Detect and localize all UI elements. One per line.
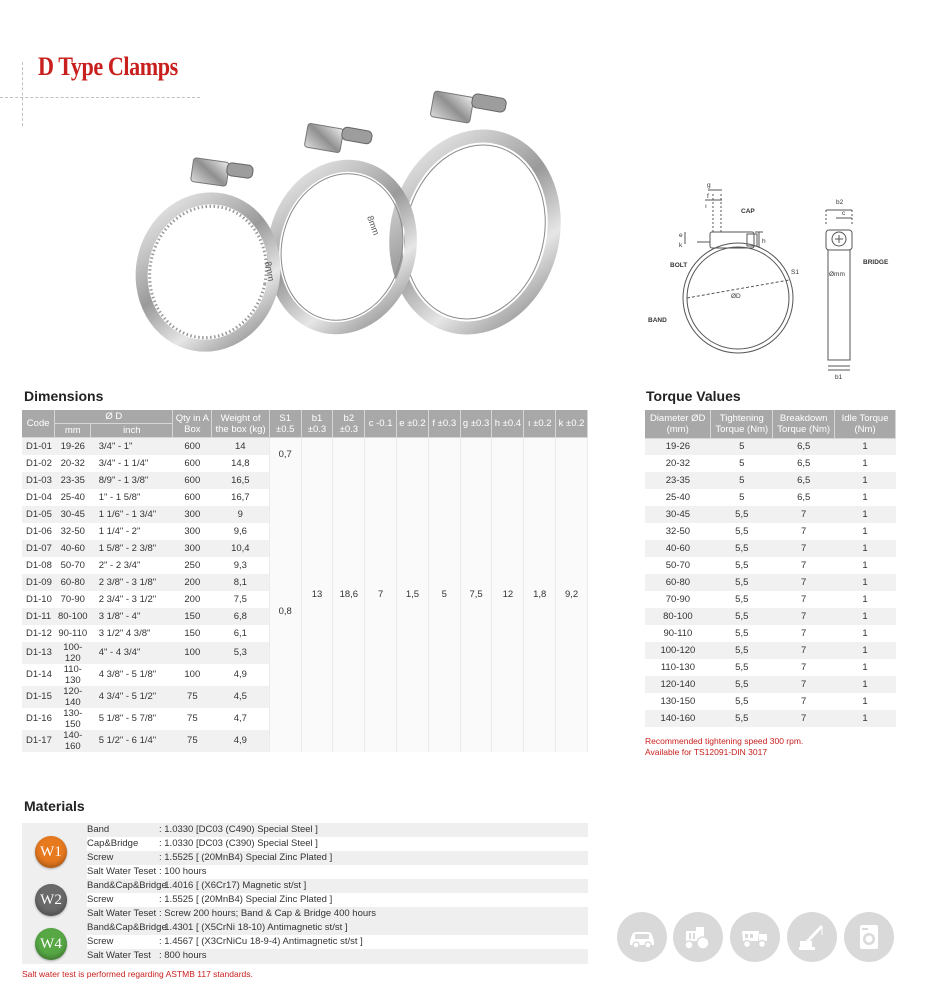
cell-h: 12 xyxy=(492,438,524,752)
cell-code: D1-03 xyxy=(22,472,55,489)
cell-torque-i: 1 xyxy=(835,608,896,625)
cell-weight: 6,1 xyxy=(212,625,269,642)
torque-notes xyxy=(645,736,803,758)
cell-code: D1-10 xyxy=(22,591,55,608)
dump-truck-icon xyxy=(730,912,780,962)
cell-weight: 10,4 xyxy=(212,540,269,557)
col-od: Ø D xyxy=(55,410,173,424)
cell-mm: 60-80 xyxy=(55,574,91,591)
cell-torque-b: 6,5 xyxy=(773,472,835,489)
material-badge-w4: W4 xyxy=(35,928,67,960)
cell-qty: 150 xyxy=(173,608,212,625)
cell-qty: 300 xyxy=(173,523,212,540)
material-value: : 1.0330 [DC03 (C490) Special Steel ] xyxy=(159,824,318,835)
material-value: : 1.5525 [ (20MnB4) Special Zinc Plated ] xyxy=(159,852,333,863)
material-value: : 1.4016 [ (X6Cr17) Magnetic st/st ] xyxy=(159,880,307,891)
cell-torque-b: 7 xyxy=(773,676,835,693)
cell-weight: 14 xyxy=(212,438,269,455)
cell-torque-t: 5,5 xyxy=(711,710,773,727)
material-key: Screw xyxy=(87,852,114,863)
cell-qty: 200 xyxy=(173,574,212,591)
cell-torque-t: 5,5 xyxy=(711,540,773,557)
cell-g: 7,5 xyxy=(460,438,492,752)
cell-torque-d: 19-26 xyxy=(645,438,711,455)
material-value: : 100 hours xyxy=(159,866,207,877)
cell-inch: 5 1/8" - 5 7/8" xyxy=(91,708,173,730)
cell-torque-b: 7 xyxy=(773,557,835,574)
torque-row xyxy=(645,710,896,727)
material-row-w1 xyxy=(87,837,588,851)
material-value: : 800 hours xyxy=(159,950,207,961)
dimensions-row xyxy=(22,438,588,455)
diagram-label-omm: Ømm xyxy=(829,271,845,278)
cell-torque-d: 50-70 xyxy=(645,557,711,574)
cell-torque-d: 80-100 xyxy=(645,608,711,625)
cell-mm: 32-50 xyxy=(55,523,91,540)
title-divider-vertical xyxy=(22,62,23,126)
diagram-label-cap: CAP xyxy=(741,208,755,215)
cell-weight: 9 xyxy=(212,506,269,523)
cell-s1: 0,8 xyxy=(269,472,301,752)
cell-code: D1-01 xyxy=(22,438,55,455)
diagram-label-bolt: BOLT xyxy=(670,262,688,269)
material-key: Screw xyxy=(87,936,114,947)
cell-inch: 1 1/6" - 1 3/4" xyxy=(91,506,173,523)
material-value: : 1.4301 [ (X5CrNi 18-10) Antimagnetic st/st ] xyxy=(159,922,348,933)
diagram-label-od: ØD xyxy=(731,293,741,300)
cell-code: D1-12 xyxy=(22,625,55,642)
cell-inch: 1" - 1 5/8" xyxy=(91,489,173,506)
cell-code: D1-04 xyxy=(22,489,55,506)
cell-torque-b: 6,5 xyxy=(773,438,835,455)
page-title: D Type Clamps xyxy=(38,52,178,81)
cell-torque-i: 1 xyxy=(835,506,896,523)
technical-diagram xyxy=(645,170,895,385)
diagram-label-k: k xyxy=(679,242,683,249)
cell-weight: 8,1 xyxy=(212,574,269,591)
cell-torque-t: 5,5 xyxy=(711,557,773,574)
diagram-label-f: f xyxy=(707,193,709,200)
cell-torque-i: 1 xyxy=(835,693,896,710)
diagram-label-band: BAND xyxy=(648,317,667,324)
cell-mm: 25-40 xyxy=(55,489,91,506)
col-h: h ±0.4 xyxy=(492,410,524,438)
cell-code: D1-08 xyxy=(22,557,55,574)
torque-row xyxy=(645,523,896,540)
col-weight: Weight of the box (kg) xyxy=(212,410,269,438)
washing-machine-icon xyxy=(844,912,894,962)
cell-c: 7 xyxy=(365,438,397,752)
cell-torque-t: 5,5 xyxy=(711,676,773,693)
cell-torque-b: 6,5 xyxy=(773,489,835,506)
torque-row xyxy=(645,574,896,591)
cell-b1: 13 xyxy=(301,438,333,752)
torque-row xyxy=(645,489,896,506)
cell-inch: 5 1/2" - 6 1/4" xyxy=(91,730,173,752)
diagram-label-c: c xyxy=(842,210,846,217)
cell-mm: 110-130 xyxy=(55,664,91,686)
cell-i: 1,8 xyxy=(524,438,556,752)
cell-code: D1-05 xyxy=(22,506,55,523)
diagram-label-s1: S1 xyxy=(791,269,799,276)
material-key: Band&Cap&Bridge xyxy=(87,880,167,891)
col-breakdown: Breakdown Torque (Nm) xyxy=(773,410,835,438)
cell-inch: 4" - 4 3/4" xyxy=(91,642,173,664)
col-idle: Idle Torque (Nm) xyxy=(835,410,896,438)
cell-code: D1-15 xyxy=(22,686,55,708)
diagram-label-g: g xyxy=(707,182,711,189)
cell-inch: 1 5/8" - 2 3/8" xyxy=(91,540,173,557)
diagram-label-b2: b2 xyxy=(836,199,844,206)
cell-qty: 100 xyxy=(173,664,212,686)
cell-qty: 100 xyxy=(173,642,212,664)
cell-code: D1-13 xyxy=(22,642,55,664)
torque-heading: Torque Values xyxy=(646,388,741,404)
cell-qty: 600 xyxy=(173,472,212,489)
col-b2: b2 ±0.3 xyxy=(333,410,365,438)
col-diameter: Diameter ØD (mm) xyxy=(645,410,711,438)
cell-qty: 75 xyxy=(173,686,212,708)
product-photo xyxy=(120,82,570,382)
material-key: Cap&Bridge xyxy=(87,838,139,849)
cell-torque-i: 1 xyxy=(835,489,896,506)
cell-torque-b: 6,5 xyxy=(773,455,835,472)
cell-torque-d: 25-40 xyxy=(645,489,711,506)
material-row-w1 xyxy=(87,851,588,865)
material-value: : 1.4567 [ (X3CrNiCu 18-9-4) Antimagnetic st/st ] xyxy=(159,936,363,947)
cell-weight: 4,9 xyxy=(212,730,269,752)
col-inch: inch xyxy=(91,424,173,438)
material-value: : 1.0330 [DC03 (C390) Special Steel ] xyxy=(159,838,318,849)
car-icon xyxy=(617,912,667,962)
cell-torque-t: 5,5 xyxy=(711,693,773,710)
cell-torque-b: 7 xyxy=(773,506,835,523)
cell-weight: 4,9 xyxy=(212,664,269,686)
cell-weight: 16,7 xyxy=(212,489,269,506)
material-value: : Screw 200 hours; Band & Cap & Bridge 400 hours xyxy=(159,908,377,919)
cell-torque-d: 30-45 xyxy=(645,506,711,523)
cell-torque-t: 5,5 xyxy=(711,625,773,642)
cell-torque-b: 7 xyxy=(773,625,835,642)
col-c: c -0.1 xyxy=(365,410,397,438)
torque-table xyxy=(645,410,896,727)
torque-row xyxy=(645,506,896,523)
cell-torque-i: 1 xyxy=(835,659,896,676)
diagram-label-h: h xyxy=(762,238,766,245)
material-key: Band&Cap&Bridge xyxy=(87,922,167,933)
cell-torque-b: 7 xyxy=(773,710,835,727)
cell-torque-d: 60-80 xyxy=(645,574,711,591)
material-row-w2 xyxy=(87,893,588,907)
cell-code: D1-09 xyxy=(22,574,55,591)
material-badge-w2: W2 xyxy=(35,884,67,916)
cell-mm: 40-60 xyxy=(55,540,91,557)
cell-torque-b: 7 xyxy=(773,693,835,710)
cell-torque-i: 1 xyxy=(835,591,896,608)
diagram-label-e: e xyxy=(679,232,683,239)
materials-note: Salt water test is performed regarding ASTMB 117 standards. xyxy=(22,969,253,979)
cell-torque-i: 1 xyxy=(835,676,896,693)
cell-torque-t: 5,5 xyxy=(711,608,773,625)
cell-b2: 18,6 xyxy=(333,438,365,752)
cell-torque-t: 5 xyxy=(711,455,773,472)
torque-row xyxy=(645,540,896,557)
diagram-label-b1: b1 xyxy=(835,374,843,381)
cell-weight: 16,5 xyxy=(212,472,269,489)
cell-code: D1-17 xyxy=(22,730,55,752)
material-row-w4 xyxy=(87,921,588,935)
cell-torque-t: 5,5 xyxy=(711,659,773,676)
materials-heading: Materials xyxy=(24,798,85,814)
torque-row xyxy=(645,455,896,472)
cell-torque-d: 110-130 xyxy=(645,659,711,676)
torque-row xyxy=(645,659,896,676)
cell-k: 9,2 xyxy=(556,438,588,752)
col-g: g ±0.3 xyxy=(460,410,492,438)
cell-code: D1-07 xyxy=(22,540,55,557)
cell-mm: 30-45 xyxy=(55,506,91,523)
cell-torque-d: 32-50 xyxy=(645,523,711,540)
material-row-w2 xyxy=(87,879,588,893)
torque-note-standard: Available for TS12091-DIN 3017 xyxy=(645,747,768,757)
cell-mm: 140-160 xyxy=(55,730,91,752)
cell-f: 5 xyxy=(428,438,460,752)
cell-torque-b: 7 xyxy=(773,642,835,659)
cell-mm: 50-70 xyxy=(55,557,91,574)
cell-torque-t: 5,5 xyxy=(711,506,773,523)
col-qty: Qty in A Box xyxy=(173,410,212,438)
cell-torque-d: 20-32 xyxy=(645,455,711,472)
cell-torque-t: 5 xyxy=(711,438,773,455)
cell-inch: 2 3/8" - 3 1/8" xyxy=(91,574,173,591)
cell-mm: 80-100 xyxy=(55,608,91,625)
cell-qty: 600 xyxy=(173,455,212,472)
cell-torque-i: 1 xyxy=(835,557,896,574)
cell-torque-b: 7 xyxy=(773,523,835,540)
crane-icon xyxy=(787,912,837,962)
cell-code: D1-06 xyxy=(22,523,55,540)
material-row-w4 xyxy=(87,949,588,963)
torque-row xyxy=(645,693,896,710)
cell-weight: 9,3 xyxy=(212,557,269,574)
cell-code: D1-16 xyxy=(22,708,55,730)
cell-torque-i: 1 xyxy=(835,540,896,557)
cell-code: D1-14 xyxy=(22,664,55,686)
cell-inch: 3 1/2" 4 3/8" xyxy=(91,625,173,642)
cell-qty: 600 xyxy=(173,438,212,455)
cell-torque-d: 100-120 xyxy=(645,642,711,659)
cell-torque-d: 23-35 xyxy=(645,472,711,489)
col-code: Code xyxy=(22,410,55,438)
cell-torque-d: 40-60 xyxy=(645,540,711,557)
col-tightening: Tightening Torque (Nm) xyxy=(711,410,773,438)
cell-inch: 2" - 2 3/4" xyxy=(91,557,173,574)
cell-torque-d: 130-150 xyxy=(645,693,711,710)
cell-torque-t: 5,5 xyxy=(711,591,773,608)
cell-torque-d: 90-110 xyxy=(645,625,711,642)
cell-torque-i: 1 xyxy=(835,472,896,489)
cell-inch: 8/9" - 1 3/8" xyxy=(91,472,173,489)
material-key: Salt Water Teset xyxy=(87,908,157,919)
cell-torque-i: 1 xyxy=(835,438,896,455)
clamp-small xyxy=(128,158,288,358)
cell-weight: 6,8 xyxy=(212,608,269,625)
cell-qty: 250 xyxy=(173,557,212,574)
cell-code: D1-02 xyxy=(22,455,55,472)
cell-weight: 4,5 xyxy=(212,686,269,708)
col-b1: b1 ±0.3 xyxy=(301,410,333,438)
cell-inch: 3/4" - 1 1/4" xyxy=(91,455,173,472)
cell-inch: 3/4" - 1" xyxy=(91,438,173,455)
torque-row xyxy=(645,625,896,642)
cell-qty: 200 xyxy=(173,591,212,608)
cell-s1-small: 0,7 xyxy=(269,438,301,472)
material-key: Screw xyxy=(87,894,114,905)
col-s1: S1 ±0.5 xyxy=(269,410,301,438)
cell-torque-b: 7 xyxy=(773,540,835,557)
cell-torque-t: 5,5 xyxy=(711,642,773,659)
clamp-medium-label: 8mm xyxy=(365,214,382,237)
cell-mm: 100-120 xyxy=(55,642,91,664)
material-row-w1 xyxy=(87,823,588,837)
cell-qty: 75 xyxy=(173,708,212,730)
cell-weight: 7,5 xyxy=(212,591,269,608)
material-badge-w1: W1 xyxy=(35,836,67,868)
cell-code: D1-11 xyxy=(22,608,55,625)
material-key: Salt Water Teset xyxy=(87,866,157,877)
dimensions-heading: Dimensions xyxy=(24,388,104,404)
cell-inch: 2 3/4" - 3 1/2" xyxy=(91,591,173,608)
col-e: e ±0.2 xyxy=(397,410,429,438)
torque-row xyxy=(645,438,896,455)
torque-row xyxy=(645,472,896,489)
material-value: : 1.5525 [ (20MnB4) Special Zinc Plated ] xyxy=(159,894,333,905)
material-row-w2 xyxy=(87,907,588,921)
cell-mm: 70-90 xyxy=(55,591,91,608)
cell-e: 1,5 xyxy=(397,438,429,752)
cell-qty: 600 xyxy=(173,489,212,506)
cell-qty: 300 xyxy=(173,506,212,523)
material-row-w4 xyxy=(87,935,588,949)
material-key: Salt Water Test xyxy=(87,950,151,961)
cell-mm: 19-26 xyxy=(55,438,91,455)
diagram-label-i: ı xyxy=(705,203,707,210)
col-i: ı ±0.2 xyxy=(524,410,556,438)
dimensions-table xyxy=(22,410,588,752)
cell-mm: 130-150 xyxy=(55,708,91,730)
cell-weight: 14,8 xyxy=(212,455,269,472)
col-k: k ±0.2 xyxy=(556,410,588,438)
cell-torque-i: 1 xyxy=(835,710,896,727)
cell-qty: 150 xyxy=(173,625,212,642)
cell-weight: 5,3 xyxy=(212,642,269,664)
diagram-label-bridge: BRIDGE xyxy=(863,259,889,266)
torque-row xyxy=(645,557,896,574)
cell-torque-d: 70-90 xyxy=(645,591,711,608)
torque-row xyxy=(645,591,896,608)
cell-torque-b: 7 xyxy=(773,574,835,591)
clamp-small-label: 8mm xyxy=(263,260,277,283)
torque-row xyxy=(645,642,896,659)
cell-torque-t: 5,5 xyxy=(711,574,773,591)
torque-note-speed: Recommended tightening speed 300 rpm. xyxy=(645,736,804,746)
col-f: f ±0.3 xyxy=(428,410,460,438)
cell-inch: 3 1/8" - 4" xyxy=(91,608,173,625)
tractor-icon xyxy=(673,912,723,962)
material-row-w1 xyxy=(87,865,588,879)
cell-inch: 1 1/4" - 2" xyxy=(91,523,173,540)
cell-torque-d: 120-140 xyxy=(645,676,711,693)
cell-qty: 300 xyxy=(173,540,212,557)
cell-torque-t: 5 xyxy=(711,472,773,489)
torque-row xyxy=(645,608,896,625)
cell-mm: 90-110 xyxy=(55,625,91,642)
material-key: Band xyxy=(87,824,110,835)
cell-inch: 4 3/8" - 5 1/8" xyxy=(91,664,173,686)
torque-table-body xyxy=(645,438,896,727)
cell-inch: 4 3/4" - 5 1/2" xyxy=(91,686,173,708)
cell-torque-i: 1 xyxy=(835,625,896,642)
cell-torque-b: 7 xyxy=(773,608,835,625)
cell-torque-i: 1 xyxy=(835,574,896,591)
cell-weight: 4,7 xyxy=(212,708,269,730)
cell-qty: 75 xyxy=(173,730,212,752)
cell-mm: 20-32 xyxy=(55,455,91,472)
cell-torque-b: 7 xyxy=(773,659,835,676)
cell-torque-t: 5,5 xyxy=(711,523,773,540)
dimensions-table-body xyxy=(22,438,588,752)
cell-torque-i: 1 xyxy=(835,523,896,540)
cell-mm: 23-35 xyxy=(55,472,91,489)
cell-mm: 120-140 xyxy=(55,686,91,708)
cell-torque-d: 140-160 xyxy=(645,710,711,727)
torque-row xyxy=(645,676,896,693)
cell-torque-i: 1 xyxy=(835,455,896,472)
cell-weight: 9,6 xyxy=(212,523,269,540)
cell-torque-b: 7 xyxy=(773,591,835,608)
cell-torque-t: 5 xyxy=(711,489,773,506)
col-mm: mm xyxy=(55,424,91,438)
cell-torque-i: 1 xyxy=(835,642,896,659)
